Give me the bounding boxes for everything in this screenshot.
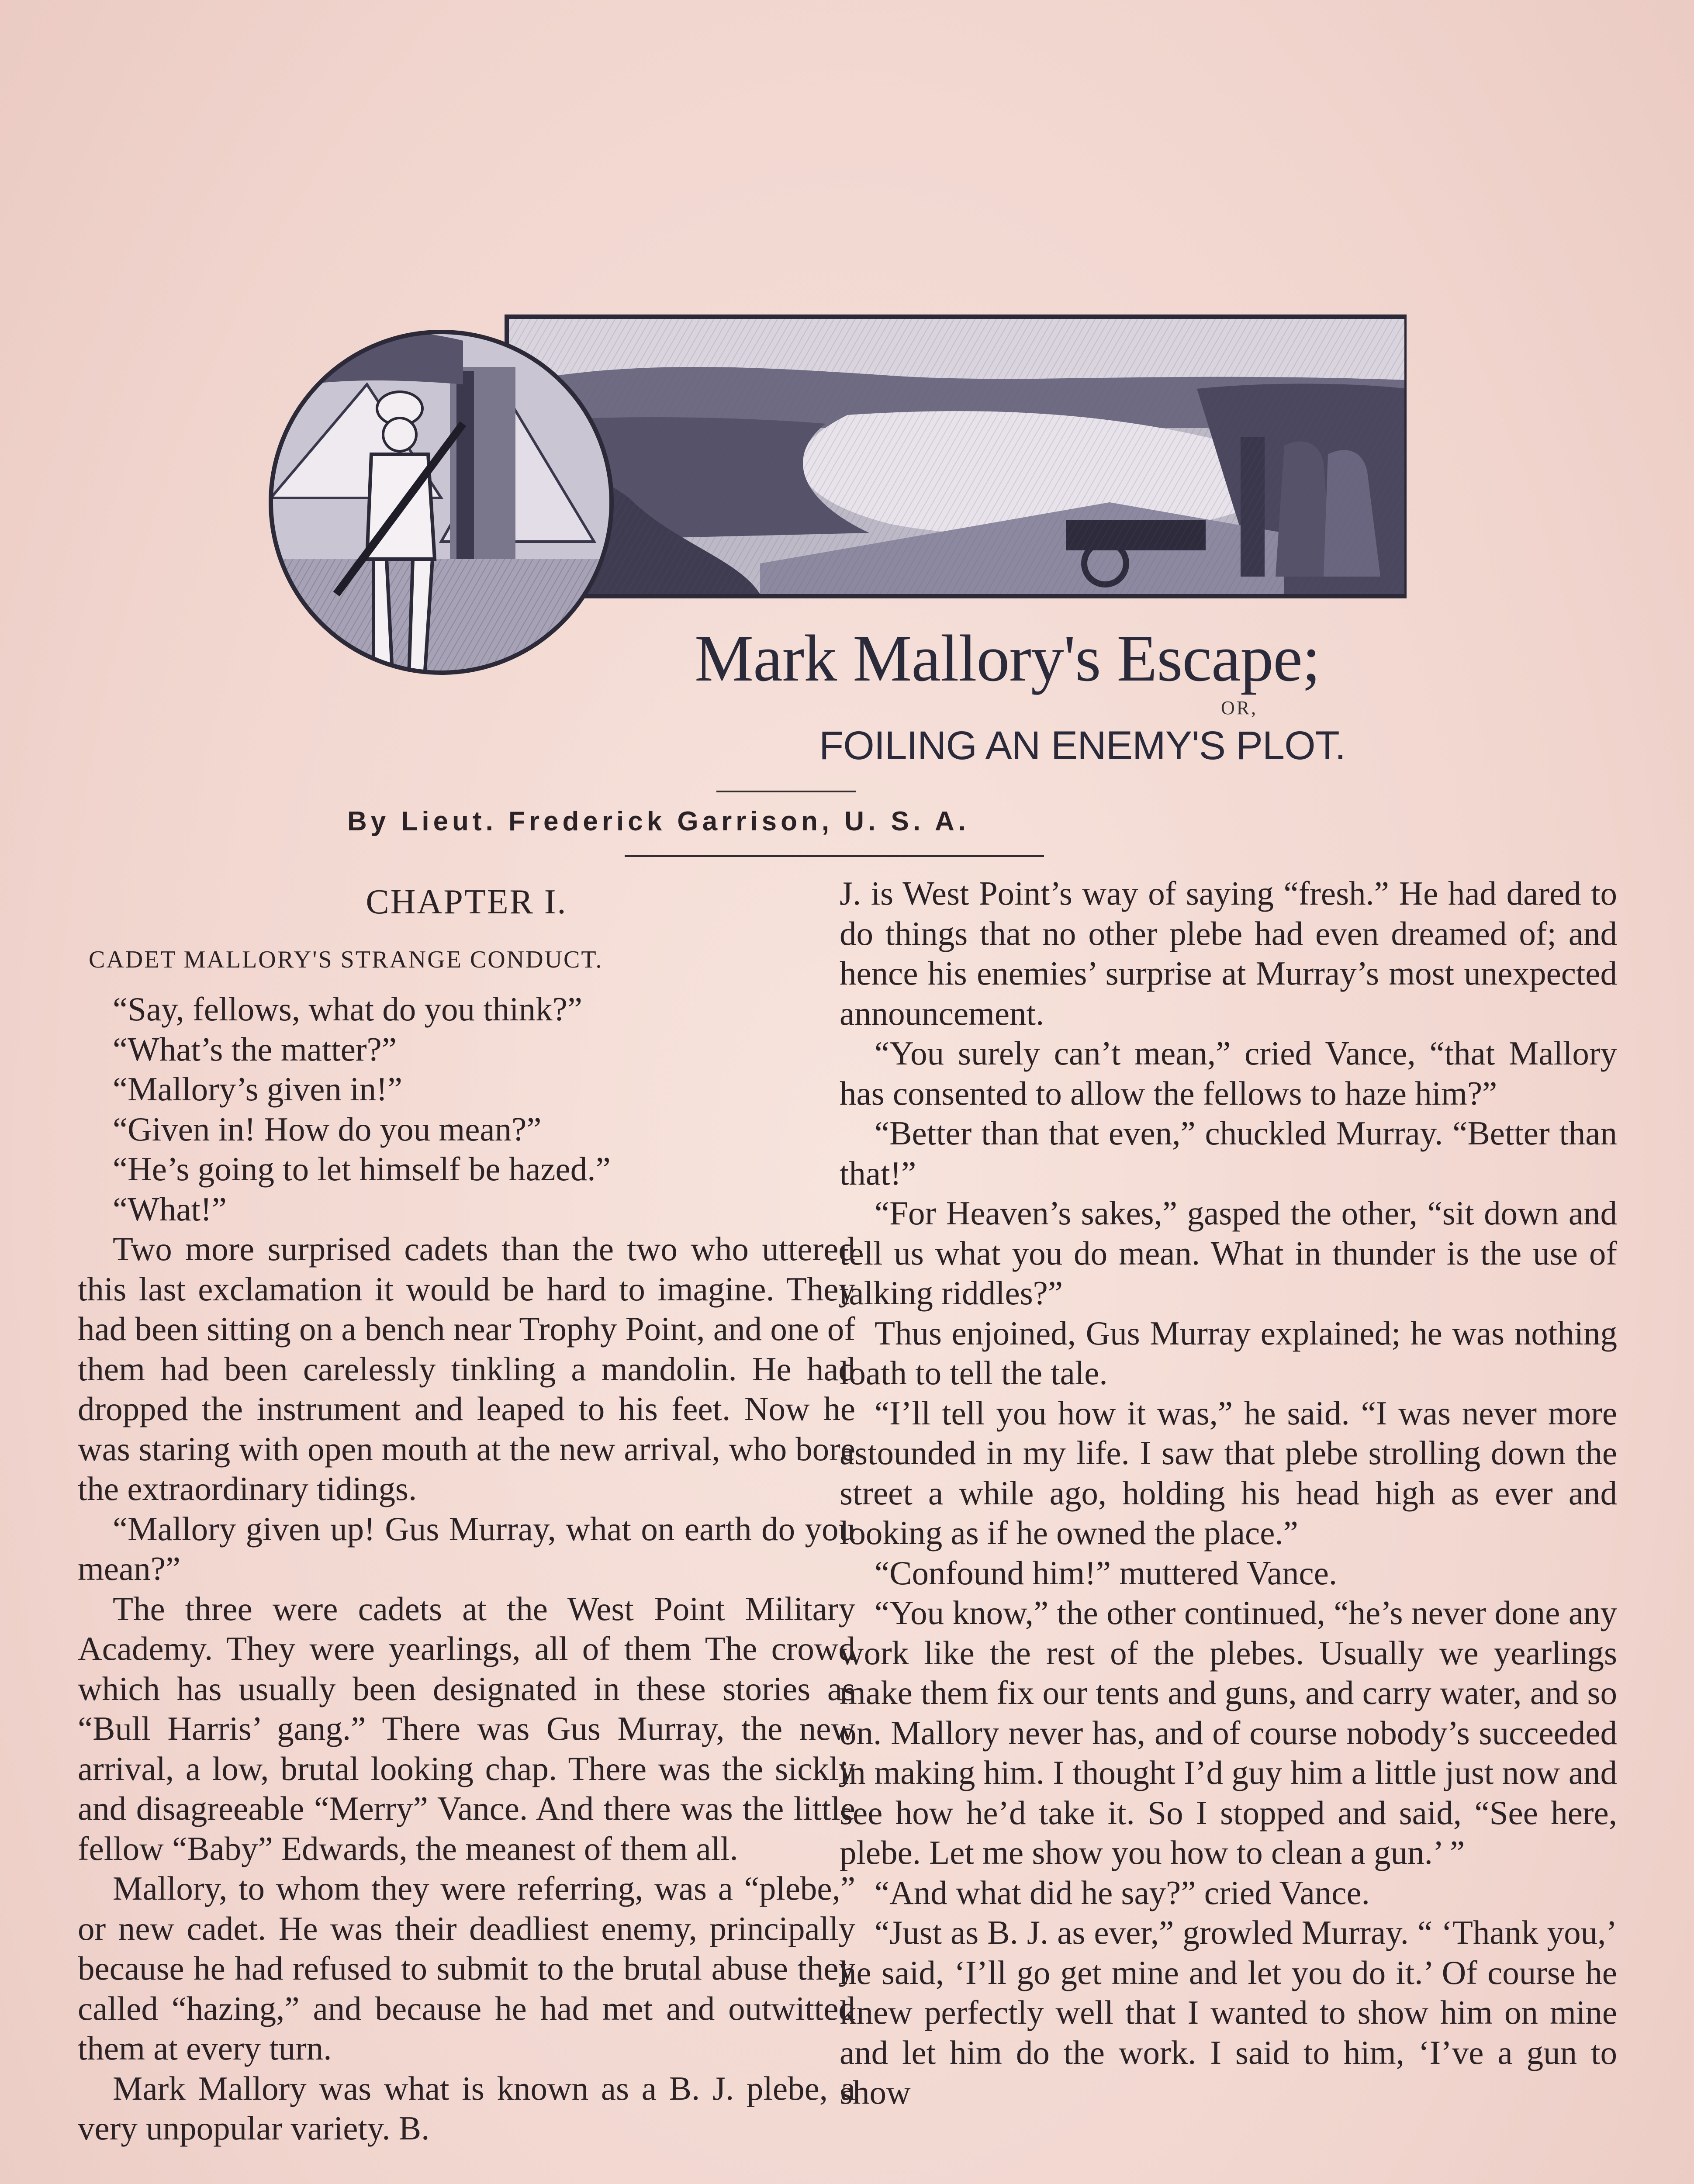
paragraph: “You know,” the other continued, “he’s never done any work like the rest of the plebes. Usually we yearlings make them fix our tents and guns, and carry water, and so on. Mallory never has, and of course nobody’s succeeded in making him. I thought I’d guy him a little just now and see how he’d take it. So I stopped and said, “See here, plebe. Let me show you how to clean a gun.’ ” (840, 1594, 1617, 1871)
left-column (78, 874, 855, 2149)
paragraph: “He’s going to let himself be hazed.” (113, 1150, 611, 1188)
paragraph: Mark Mallory was what is known as a B. J. plebe, a very unpopular variety. B. (78, 2069, 855, 2147)
paragraph: Mallory, to whom they were referring, was a “plebe,” or new cadet. He was their deadliest enemy, principally because he had refused to submit to the brutal abuse they called “hazing,” and because he had met and outwitted them at every turn. (78, 1870, 855, 2067)
byline: By Lieut. Frederick Garrison, U. S. A. (347, 806, 970, 836)
paragraph: “Mallory’s given in!” (113, 1070, 402, 1108)
story-title: Mark Mallory's Escape; (695, 622, 1321, 695)
byline-rule-top (716, 791, 856, 792)
paragraph: “Mallory given up! Gus Murray, what on earth do you mean?” (78, 1510, 855, 1587)
story-subtitle: FOILING AN ENEMY'S PLOT. (819, 723, 1346, 768)
paragraph: “You surely can’t mean,” cried Vance, “that Mallory has consented to allow the fellows to haze him?” (840, 1034, 1617, 1112)
paragraph: “Say, fellows, what do you think?” (113, 990, 582, 1028)
paragraph: J. is West Point’s way of saying “fresh.” He had dared to do things that no other plebe had even dreamed of; and hence his enemies’ surprise at Murray’s most unexpected announcement. (840, 874, 1617, 1032)
paragraph: “For Heaven’s sakes,” gasped the other, “sit down and tell us what you do mean. What in thunder is the use of talking riddles?” (840, 1194, 1617, 1312)
paragraph: Two more surprised cadets than the two who uttered this last exclamation it would be hard to imagine. They had been sitting on a bench near Trophy Point, and one of them had been carelessly tinkling a mandolin. He had dropped the instrument and leaped to his feet. Now he was staring with open mouth at the new arrival, who bore the extraordinary tidings. (78, 1230, 855, 1507)
paragraph: “Just as B. J. as ever,” growled Murray. “ ‘Thank you,’ he said, ‘I’ll go get mine and let you do it.’ Of course he knew perfectly well that I wanted to show him on mine and let him do the work. I said to him, ‘I’ve a gun to show (840, 1914, 1617, 2111)
paragraph: “And what did he say?” cried Vance. (875, 1873, 1370, 1911)
right-column (840, 874, 1617, 2113)
paragraph: “Confound him!” muttered Vance. (875, 1554, 1338, 1592)
title-or: OR, (1221, 697, 1258, 719)
paragraph: “Better than that even,” chuckled Murray. “Better than that!” (840, 1114, 1617, 1192)
paragraph: The three were cadets at the West Point Military Academy. They were yearlings, all of them The crowd which has usually been designated in these stories as “Bull Harris’ gang.” There was Gus Murray, the new arrival, a low, brutal looking chap. There was the sickly and disagreeable “Merry” Vance. And there was the little fellow “Baby” Edwards, the meanest of them all. (78, 1590, 855, 1867)
paragraph: Thus enjoined, Gus Murray explained; he was nothing loath to tell the tale. (840, 1314, 1617, 1392)
byline-rule-bottom (625, 855, 1044, 857)
chapter-number: CHAPTER I. (366, 883, 567, 921)
paragraph: “What’s the matter?” (113, 1030, 397, 1068)
paragraph: “Given in! How do you mean?” (113, 1110, 542, 1148)
river-landscape (507, 317, 1407, 596)
chapter-title: CADET MALLORY'S STRANGE CONDUCT. (89, 946, 603, 973)
paragraph: “What!” (113, 1190, 227, 1228)
paragraph: “I’ll tell you how it was,” he said. “I was never more astounded in my life. I saw that plebe strolling down the street a while ago, holding his head high as ever and looking as if he owned the place.” (840, 1394, 1617, 1552)
